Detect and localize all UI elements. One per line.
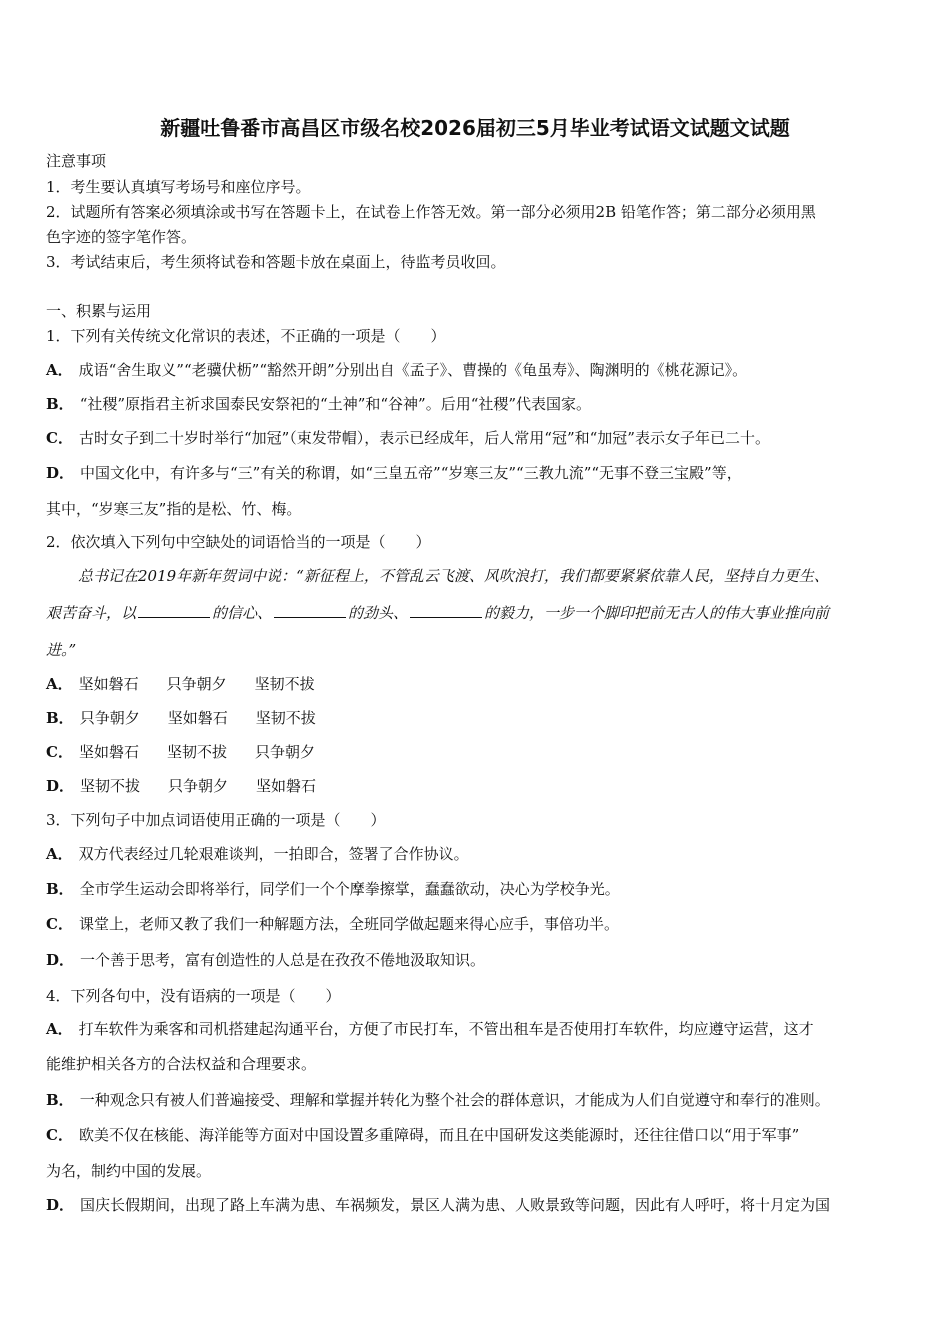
option-label: C． bbox=[46, 429, 73, 447]
fill-blank bbox=[138, 603, 210, 618]
notice-item: 色字迹的签字笔作答。 bbox=[46, 228, 197, 246]
q2-option-a bbox=[46, 674, 315, 694]
option-word: 坚如磐石 bbox=[256, 777, 317, 795]
option-label: C． bbox=[46, 1126, 73, 1144]
option-label: C． bbox=[46, 743, 73, 761]
option-word: 只争朝夕 bbox=[166, 675, 227, 693]
notice-heading: 注意事项 bbox=[46, 152, 107, 170]
q2-passage-line bbox=[46, 603, 829, 623]
passage-text: 的劲头、 bbox=[348, 604, 409, 622]
option-label: D． bbox=[46, 464, 75, 482]
option-label: B． bbox=[46, 709, 74, 727]
option-text: 成语“舍生取义”“老骥伏枥”“豁然开朗”分别出自《孟子》、曹操的《龟虽寿》、陶渊明的《桃花源记》。 bbox=[78, 361, 748, 379]
option-label: A． bbox=[46, 675, 73, 693]
option-label: B． bbox=[46, 1091, 74, 1109]
option-label: B． bbox=[46, 395, 74, 413]
option-label: A． bbox=[46, 845, 73, 863]
q2-passage-line: 总书记在2019年新年贺词中说：“新征程上，不管乱云飞渡、风吹浪打，我们都要紧紧依靠人民，坚持自力更生、 bbox=[78, 567, 829, 585]
q2-option-b bbox=[46, 708, 316, 728]
passage-text: 的毅力，一步一个脚印把前无古人的伟大事业推向前 bbox=[484, 604, 830, 622]
option-label: B． bbox=[46, 880, 74, 898]
question-3-stem: 3．下列句子中加点词语使用正确的一项是（ ） bbox=[46, 811, 386, 829]
notice-item: 1．考生要认真填写考场号和座位序号。 bbox=[46, 178, 311, 196]
option-text: 课堂上，老师又教了我们一种解题方法，全班同学做起题来得心应手，事倍功半。 bbox=[78, 915, 619, 933]
section-heading: 一、积累与运用 bbox=[46, 302, 152, 320]
option-text: 中国文化中，有许多与“三”有关的称谓，如“三皇五帝”“岁寒三友”“三教九流”“无事不登三宝殿”等， bbox=[80, 464, 742, 482]
option-text: 一个善于思考，富有创造性的人总是在孜孜不倦地汲取知识。 bbox=[80, 951, 486, 969]
q4-option-c bbox=[46, 1125, 799, 1145]
q1-option-c bbox=[46, 428, 770, 448]
option-label: A． bbox=[46, 361, 73, 379]
option-text: 全市学生运动会即将举行，同学们一个个摩拳擦掌，蠢蠢欲动，决心为学校争光。 bbox=[79, 880, 620, 898]
option-word: 坚韧不拔 bbox=[254, 675, 315, 693]
page-title: 新疆吐鲁番市高昌区市级名校2026届初三5月毕业考试语文试题文试题 bbox=[160, 116, 790, 140]
option-word: 只争朝夕 bbox=[168, 777, 229, 795]
notice-item: 3．考试结束后，考生须将试卷和答题卡放在桌面上，待监考员收回。 bbox=[46, 253, 506, 271]
q3-option-a bbox=[46, 844, 469, 864]
option-label: D． bbox=[46, 777, 75, 795]
option-text: “社稷”原指君主祈求国泰民安祭祀的“土神”和“谷神”。后用“社稷”代表国家。 bbox=[79, 395, 592, 413]
question-1-stem: 1．下列有关传统文化常识的表述，不正确的一项是（ ） bbox=[46, 327, 446, 345]
fill-blank bbox=[410, 603, 482, 618]
q3-option-d bbox=[46, 950, 485, 970]
option-text: 打车软件为乘客和司机搭建起沟通平台，方便了市民打车，不管出租车是否使用打车软件，均应遵守运营，这才 bbox=[78, 1020, 814, 1038]
q4-option-a-continued: 能维护相关各方的合法权益和合理要求。 bbox=[46, 1055, 317, 1073]
option-label: A． bbox=[46, 1020, 73, 1038]
passage-text: 艰苦奋斗，以 bbox=[46, 604, 137, 622]
option-word: 坚如磐石 bbox=[78, 675, 139, 693]
option-word: 坚如磐石 bbox=[78, 743, 139, 761]
fill-blank bbox=[274, 603, 346, 618]
q3-option-c bbox=[46, 914, 619, 934]
option-text: 欧美不仅在核能、海洋能等方面对中国设置多重障碍，而且在中国研发这类能源时，还往往借口以“用于军事” bbox=[78, 1126, 800, 1144]
option-text: 国庆长假期间，出现了路上车满为患、车祸频发，景区人满为患、人败景致等问题，因此有人呼吁，将十月定为国 bbox=[80, 1196, 831, 1214]
option-label: D． bbox=[46, 951, 75, 969]
option-text: 双方代表经过几轮艰难谈判，一拍即合，签署了合作协议。 bbox=[78, 845, 469, 863]
option-word: 坚韧不拔 bbox=[80, 777, 141, 795]
q1-option-b bbox=[46, 394, 591, 414]
q4-option-d bbox=[46, 1195, 830, 1215]
q1-option-d bbox=[46, 463, 742, 483]
option-word: 坚如磐石 bbox=[167, 709, 228, 727]
option-label: C． bbox=[46, 915, 73, 933]
q4-option-b bbox=[46, 1090, 830, 1110]
question-2-stem: 2．依次填入下列句中空缺处的词语恰当的一项是（ ） bbox=[46, 533, 431, 551]
notice-item: 2．试题所有答案必须填涂或书写在答题卡上，在试卷上作答无效。第一部分必须用2B 铅笔作答；第二部分必须用黑 bbox=[46, 203, 816, 221]
q4-option-a bbox=[46, 1019, 814, 1039]
q2-option-c bbox=[46, 742, 315, 762]
option-text: 一种观念只有被人们普遍接受、理解和掌握并转化为整个社会的群体意识，才能成为人们自觉遵守和奉行的准则。 bbox=[79, 1091, 830, 1109]
passage-text: 的信心、 bbox=[212, 604, 273, 622]
question-4-stem: 4．下列各句中，没有语病的一项是（ ） bbox=[46, 987, 341, 1005]
q4-option-c-continued: 为名，制约中国的发展。 bbox=[46, 1162, 212, 1180]
option-text: 古时女子到二十岁时举行“加冠”（束发带帽），表示已经成年，后人常用“冠”和“加冠”表示女子年已二十。 bbox=[78, 429, 770, 447]
option-word: 只争朝夕 bbox=[79, 709, 140, 727]
q1-option-a bbox=[46, 360, 747, 380]
option-word: 坚韧不拔 bbox=[166, 743, 227, 761]
q2-passage-line: 进。” bbox=[46, 641, 77, 659]
option-label: D． bbox=[46, 1196, 75, 1214]
option-word: 坚韧不拔 bbox=[255, 709, 316, 727]
q1-option-d-continued: 其中，“岁寒三友”指的是松、竹、梅。 bbox=[46, 500, 302, 518]
q2-option-d bbox=[46, 776, 316, 796]
q3-option-b bbox=[46, 879, 620, 899]
option-word: 只争朝夕 bbox=[254, 743, 315, 761]
